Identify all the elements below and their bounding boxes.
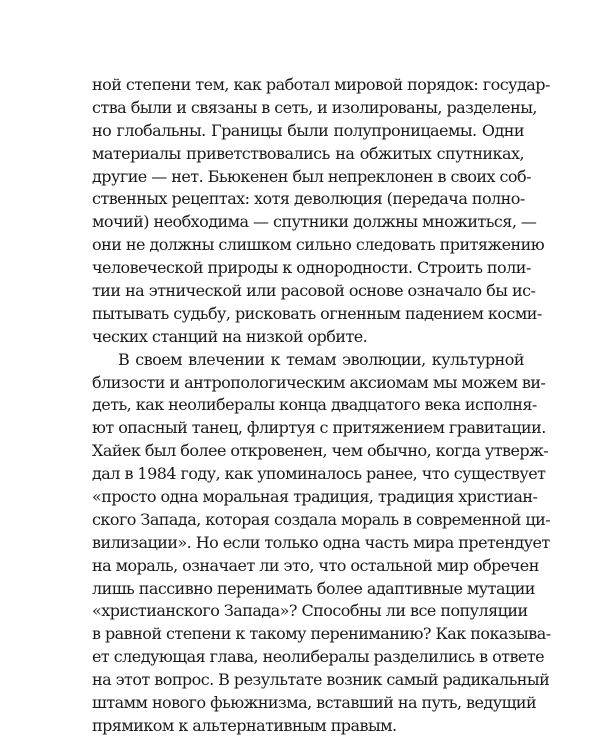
text-line: тии на этнической или расовой основе означало бы ис- (92, 281, 536, 301)
text-line: материалы приветствовались на обжитых спутниках, (92, 143, 524, 163)
text-line: ют опасный танец, флиртуя с притяжением гравитации. (92, 418, 546, 438)
text-line: «просто одна моральная традиция, традиция христиан- (92, 487, 538, 507)
text-line: ства были и связаны в сеть, и изолированы, разделены, (92, 97, 537, 117)
text-line: лишь пассивно перенимать более адаптивные мутации (92, 578, 535, 598)
text-line: пытывать судьбу, рисковать огненным падением косми- (92, 303, 542, 323)
text-line: ет следующая глава, неолибералы разделились в ответе (92, 647, 545, 667)
text-line: вилизации». Но если только одна часть мира претендует (92, 532, 550, 552)
text-line: другие — нет. Бьюкенен был непреклонен в своих соб- (92, 166, 531, 186)
body-text (92, 74, 551, 738)
paragraph-2 (92, 349, 551, 738)
text-line: они не должны слишком сильно следовать притяжению (92, 235, 545, 255)
text-line: Хайек был более откровенен, чем обычно, когда утверж- (92, 441, 549, 461)
text-line: дал в 1984 году, как упоминалось ранее, что существует (92, 464, 546, 484)
text-line: в равной степени к такому перениманию? Как показыва- (92, 624, 551, 644)
text-line: ческих станций на низкой орбите. (92, 326, 368, 346)
text-line: но глобальны. Границы были полупроницаемы. Одни (92, 120, 524, 140)
text-line: ственных рецептах: хотя деволюция (передача полно- (92, 189, 525, 209)
text-line: деть, как неолибералы конца двадцатого века исполня- (92, 395, 537, 415)
text-line: В своем влечении к темам эволюции, культурной (118, 349, 524, 369)
text-line: «христианского Запада»? Способны ли все популяции (92, 601, 528, 621)
text-line: ского Запада, которая создала мораль в современной ци- (92, 509, 551, 529)
text-line: штамм нового фьюжнизма, вставший на путь, ведущий (92, 693, 537, 713)
text-line: близости и антропологическим аксиомам мы можем ви- (92, 372, 546, 392)
text-line: ной степени тем, как работал мировой порядок: государ- (92, 75, 550, 94)
text-line: на мораль, означает ли это, что остальной мир обречен (92, 555, 539, 575)
text-line: человеческой природы к однородности. Строить поли- (92, 258, 531, 278)
paragraph-1 (92, 74, 550, 349)
text-line: прямиком к альтернативным правым. (92, 715, 397, 735)
text-line: на этот вопрос. В результате возник самый радикальный (92, 670, 550, 690)
text-line: мочий) необходима — спутники должны множиться, — (92, 212, 537, 232)
